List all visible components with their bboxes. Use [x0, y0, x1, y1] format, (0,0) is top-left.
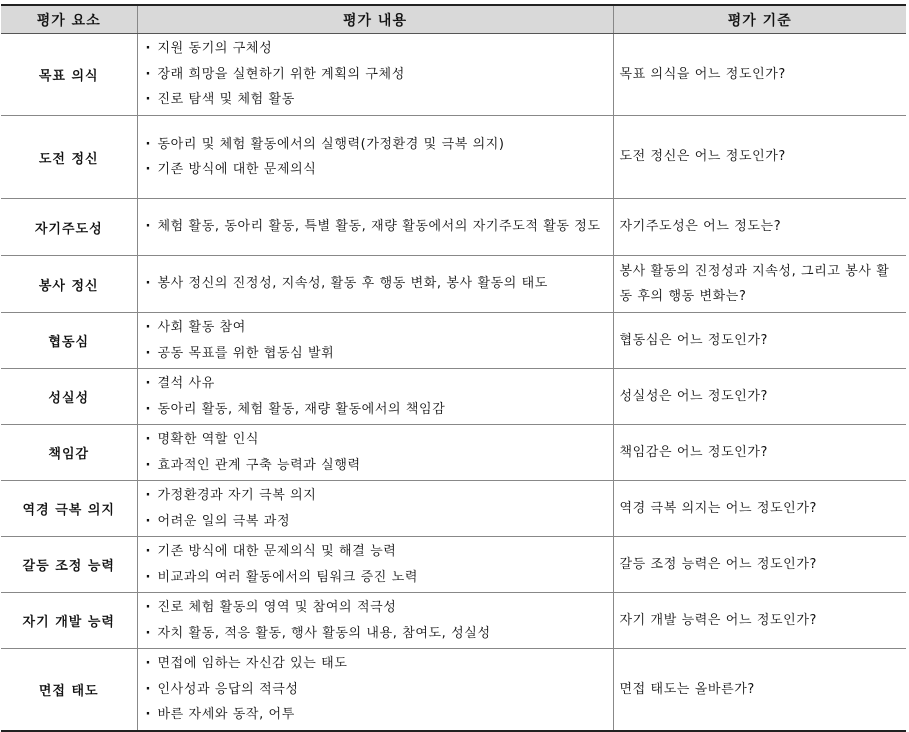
content-item: · 비교과의 여러 활동에서의 팀워크 증진 노력	[146, 565, 609, 591]
content-list	[146, 427, 609, 478]
table-body	[1, 34, 906, 731]
content-list	[146, 132, 609, 183]
table-row	[1, 537, 906, 593]
content-item: · 인사성과 응답의 적극성	[146, 677, 609, 703]
content-list	[146, 595, 609, 646]
content-item: · 자치 활동, 적응 활동, 행사 활동의 내용, 참여도, 성실성	[146, 621, 609, 647]
content-list	[146, 539, 609, 590]
evaluation-element: 자기주도성	[1, 199, 137, 256]
evaluation-element: 자기 개발 능력	[1, 593, 137, 649]
evaluation-element: 협동심	[1, 313, 137, 369]
evaluation-content	[137, 369, 613, 425]
evaluation-element: 도전 정신	[1, 116, 137, 199]
content-item: · 진로 체험 활동의 영역 및 참여의 적극성	[146, 595, 609, 621]
evaluation-criterion: 자기주도성은 어느 정도는?	[613, 199, 906, 256]
evaluation-element: 목표 의식	[1, 34, 137, 116]
header-content: 평가 내용	[137, 5, 613, 34]
table-row	[1, 425, 906, 481]
evaluation-element: 갈등 조정 능력	[1, 537, 137, 593]
content-list	[146, 371, 609, 422]
evaluation-table	[1, 4, 906, 732]
evaluation-criterion: 성실성은 어느 정도인가?	[613, 369, 906, 425]
header-element: 평가 요소	[1, 5, 137, 34]
evaluation-criterion: 면접 태도는 올바른가?	[613, 649, 906, 731]
evaluation-content	[137, 199, 613, 256]
evaluation-criterion: 봉사 활동의 진정성과 지속성, 그리고 봉사 활동 후의 행동 변화는?	[613, 256, 906, 313]
evaluation-content	[137, 481, 613, 537]
evaluation-content	[137, 593, 613, 649]
table-row	[1, 649, 906, 731]
evaluation-criterion: 협동심은 어느 정도인가?	[613, 313, 906, 369]
table-header-row	[1, 5, 906, 34]
evaluation-criterion: 책임감은 어느 정도인가?	[613, 425, 906, 481]
table-row	[1, 593, 906, 649]
content-item: · 결석 사유	[146, 371, 609, 397]
content-item: · 동아리 활동, 체험 활동, 재량 활동에서의 책임감	[146, 397, 609, 423]
table-row	[1, 199, 906, 256]
table-row	[1, 256, 906, 313]
header-criterion: 평가 기준	[613, 5, 906, 34]
content-list	[146, 214, 609, 240]
evaluation-content	[137, 649, 613, 731]
evaluation-element: 역경 극복 의지	[1, 481, 137, 537]
evaluation-criterion: 도전 정신은 어느 정도인가?	[613, 116, 906, 199]
content-list	[146, 483, 609, 534]
evaluation-element: 책임감	[1, 425, 137, 481]
evaluation-content	[137, 34, 613, 116]
evaluation-content	[137, 256, 613, 313]
evaluation-criterion: 자기 개발 능력은 어느 정도인가?	[613, 593, 906, 649]
content-item: · 가정환경과 자기 극복 의지	[146, 483, 609, 509]
content-list	[146, 36, 609, 113]
content-item: · 바른 자세와 동작, 어투	[146, 702, 609, 728]
content-item: · 공동 목표를 위한 협동심 발휘	[146, 341, 609, 367]
table-row	[1, 34, 906, 116]
content-item: · 지원 동기의 구체성	[146, 36, 609, 62]
content-item: · 면접에 임하는 자신감 있는 태도	[146, 651, 609, 677]
content-item: · 장래 희망을 실현하기 위한 계획의 구체성	[146, 62, 609, 88]
evaluation-criterion: 역경 극복 의지는 어느 정도인가?	[613, 481, 906, 537]
evaluation-content	[137, 116, 613, 199]
table-row	[1, 481, 906, 537]
content-item: · 효과적인 관계 구축 능력과 실행력	[146, 453, 609, 479]
content-item: · 동아리 및 체험 활동에서의 실행력(가정환경 및 극복 의지)	[146, 132, 609, 158]
content-item: · 명확한 역할 인식	[146, 427, 609, 453]
table-row	[1, 116, 906, 199]
evaluation-element: 면접 태도	[1, 649, 137, 731]
evaluation-criterion: 갈등 조정 능력은 어느 정도인가?	[613, 537, 906, 593]
content-item: · 진로 탐색 및 체험 활동	[146, 87, 609, 113]
content-item: · 기존 방식에 대한 문제의식 및 해결 능력	[146, 539, 609, 565]
content-item: · 봉사 정신의 진정성, 지속성, 활동 후 행동 변화, 봉사 활동의 태도	[146, 271, 609, 297]
evaluation-element: 봉사 정신	[1, 256, 137, 313]
content-item: · 어려운 일의 극복 과정	[146, 509, 609, 535]
content-item: · 사회 활동 참여	[146, 315, 609, 341]
table-row	[1, 369, 906, 425]
evaluation-element: 성실성	[1, 369, 137, 425]
content-list	[146, 651, 609, 728]
evaluation-content	[137, 537, 613, 593]
evaluation-content	[137, 313, 613, 369]
content-item: · 기존 방식에 대한 문제의식	[146, 157, 609, 183]
content-list	[146, 315, 609, 366]
content-list	[146, 271, 609, 297]
content-item: · 체험 활동, 동아리 활동, 특별 활동, 재량 활동에서의 자기주도적 활동 정도	[146, 214, 609, 240]
evaluation-content	[137, 425, 613, 481]
table-row	[1, 313, 906, 369]
evaluation-criterion: 목표 의식을 어느 정도인가?	[613, 34, 906, 116]
